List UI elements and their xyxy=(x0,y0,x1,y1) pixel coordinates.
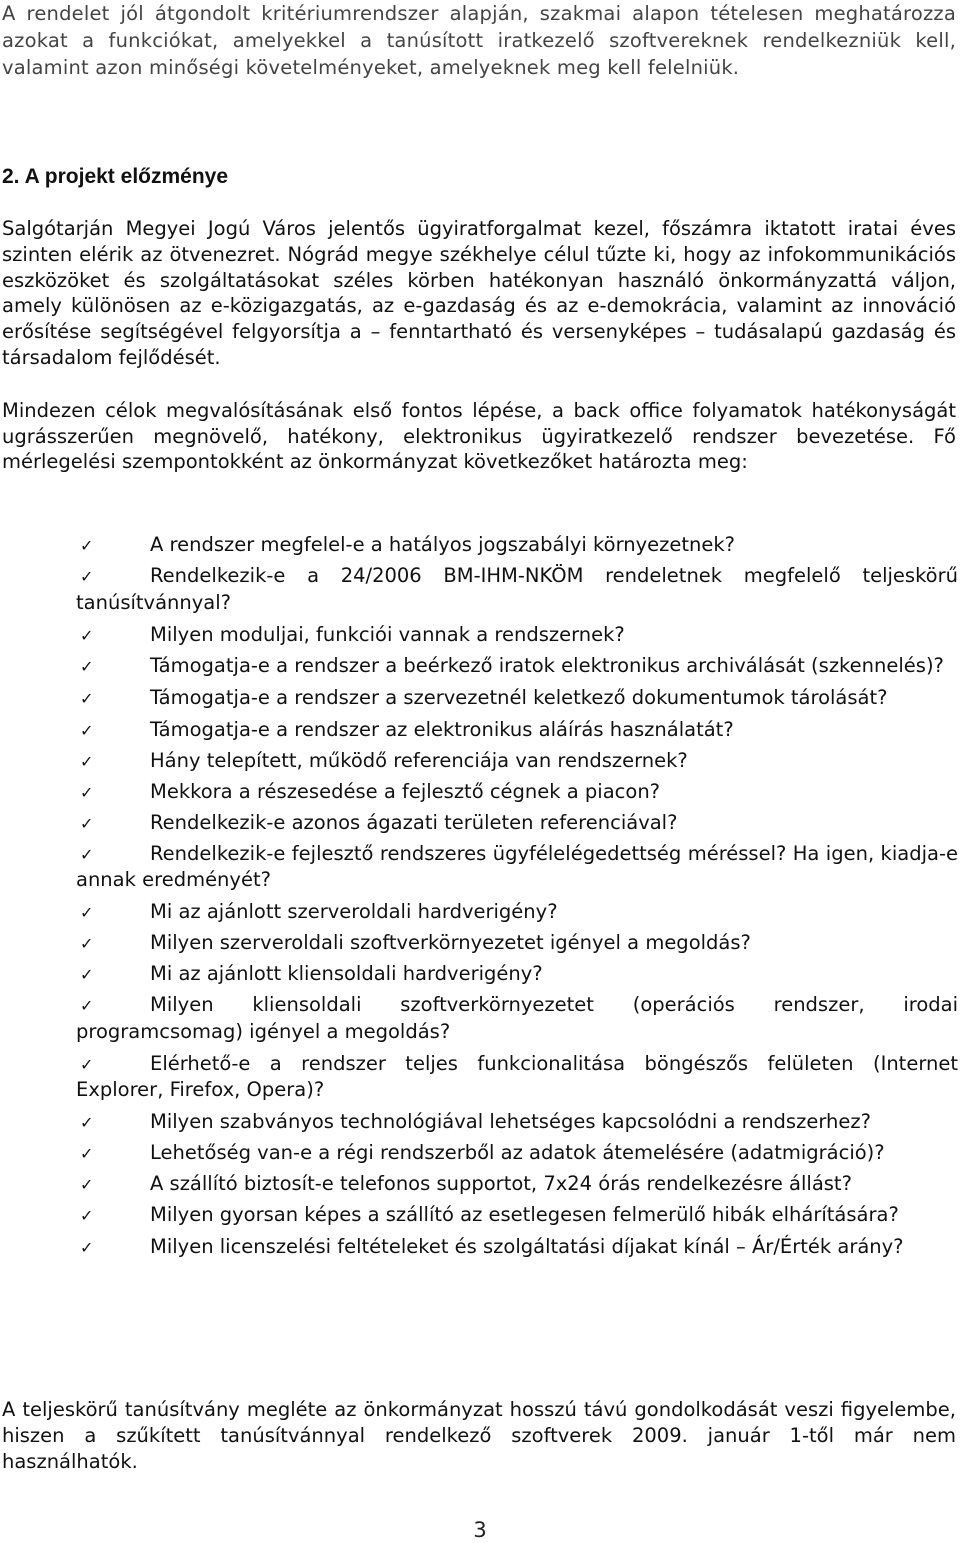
checklist-item-text: A szállító biztosít-e telefonos supportot, 7x24 órás rendelkezésre állást? xyxy=(150,1172,852,1195)
checklist-item-text: Rendelkezik-e azonos ágazati területen referenciával? xyxy=(150,810,678,834)
checkmark-icon: ✓ xyxy=(80,567,94,586)
checklist-item-text: Rendelkezik-e fejlesztő rendszeres ügyfélelégedettség méréssel? Ha igen, kiadja-e annak eredményét? xyxy=(76,841,958,891)
checkmark-icon: ✓ xyxy=(80,625,94,645)
checklist-item-text: Elérhető-e a rendszer teljes funkcionalitása böngészős felületen (Internet Explorer, Firefox, Opera)? xyxy=(76,1051,958,1101)
checklist-item-text: Milyen szabványos technológiával lehetséges kapcsolódni a rendszerhez? xyxy=(150,1110,871,1133)
checklist-item xyxy=(0,1171,958,1198)
criteria-checklist xyxy=(0,532,958,1266)
checklist-item xyxy=(0,685,958,712)
checklist-item xyxy=(0,1202,958,1229)
conclusion-paragraph: A teljeskörű tanúsítvány megléte az önkormányzat hosszú távú gondolkodását veszi figyelembe, hiszen a szűkített tanúsítvánnyal rendelkező szoftverek 2009. január 1-től már nem használhatók. xyxy=(2,1398,956,1473)
checklist-item xyxy=(0,653,958,680)
checkmark-icon: ✓ xyxy=(80,782,94,802)
checklist-item-text: Támogatja-e a rendszer a szervezetnél keletkező dokumentumok tárolását? xyxy=(150,685,888,709)
checkmark-icon: ✓ xyxy=(80,1175,94,1194)
checklist-item xyxy=(0,1140,958,1167)
checklist-item-text: Támogatja-e a rendszer az elektronikus aláírás használatát? xyxy=(150,717,734,741)
checklist-item-text: Mi az ajánlott kliensoldali hardverigény? xyxy=(150,962,543,985)
checklist-item xyxy=(0,899,958,926)
checklist-item xyxy=(0,779,958,806)
checklist-item xyxy=(0,930,958,957)
checkmark-icon: ✓ xyxy=(80,813,94,833)
checklist-item-text: Hány telepített, működő referenciája van rendszernek? xyxy=(150,748,688,772)
checklist-item xyxy=(0,992,958,1045)
checklist-item xyxy=(0,622,958,649)
checkmark-icon: ✓ xyxy=(80,996,94,1015)
checkmark-icon: ✓ xyxy=(80,1144,94,1163)
checkmark-icon: ✓ xyxy=(80,536,94,555)
checkmark-icon: ✓ xyxy=(80,965,94,984)
checklist-item xyxy=(0,532,958,559)
checklist-item-text: Milyen licenszelési feltételeket és szolgáltatási díjakat kínál – Ár/Érték arány? xyxy=(150,1235,904,1258)
checkmark-icon: ✓ xyxy=(80,751,94,771)
checklist-item-text: Mekkora a részesedése a fejlesztő cégnek a piacon? xyxy=(150,779,661,803)
checkmark-icon: ✓ xyxy=(80,903,94,922)
checklist-item-text: Mi az ajánlott szerveroldali hardverigény? xyxy=(150,900,558,923)
checklist-item-text: Rendelkezik-e a 24/2006 BM-IHM-NKÖM rendeletnek megfelelő teljeskörű tanúsítvánnyal? xyxy=(76,564,958,614)
checklist-item xyxy=(0,563,958,616)
checkmark-icon: ✓ xyxy=(80,720,94,740)
checklist-item-text: Lehetőség van-e a régi rendszerből az adatok átemelésére (adatmigráció)? xyxy=(150,1141,885,1164)
checkmark-icon: ✓ xyxy=(80,844,94,864)
checklist-item-text: Támogatja-e a rendszer a beérkező iratok elektronikus archiválását (szkennelés)? xyxy=(150,653,944,677)
page-number: 3 xyxy=(473,1518,487,1542)
checklist-item-text: Milyen gyorsan képes a szállító az esetlegesen felmerülő hibák elhárítására? xyxy=(150,1203,899,1226)
checklist-item xyxy=(0,748,958,775)
checklist-item xyxy=(0,961,958,988)
checklist-item-text: A rendszer megfelel-e a hatályos jogszabályi környezetnek? xyxy=(150,533,736,556)
checklist-item xyxy=(0,1234,958,1261)
checklist-item-text: Milyen moduljai, funkciói vannak a rendszernek? xyxy=(150,622,625,646)
checkmark-icon: ✓ xyxy=(80,1206,94,1225)
section-heading: 2. A projekt előzménye xyxy=(2,165,229,188)
checklist-item-text: Milyen szerveroldali szoftverkörnyezetet igényel a megoldás? xyxy=(150,931,751,954)
checklist-item xyxy=(0,717,958,744)
checklist-item xyxy=(0,1051,958,1104)
checkmark-icon: ✓ xyxy=(80,934,94,953)
criteria-intro-paragraph: Mindezen célok megvalósításának első fontos lépése, a back office folyamatok hatékonyságát ugrásszerűen megnövelő, hatékony, elektronikus ügyiratkezelő rendszer bevezetése. Fő mérlegelési szempontokként az önkormányzat következőket határozta meg: xyxy=(2,399,956,474)
checkmark-icon: ✓ xyxy=(80,1113,94,1132)
checklist-item-text: Milyen kliensoldali szoftverkörnyezetet (operációs rendszer, irodai programcsomag) igényel a megoldás? xyxy=(76,993,958,1043)
checklist-item xyxy=(0,810,958,837)
intro-paragraph: A rendelet jól átgondolt kritériumrendszer alapján, szakmai alapon tételesen meghatározza azokat a funkciókat, amelyekkel a tanúsított iratkezelő szoftvereknek rendelkezniük kell, valamint azon minőségi követelményeket, amelyeknek meg kell felelniük. xyxy=(2,2,956,79)
project-background-paragraph: Salgótarján Megyei Jogú Város jelentős ügyiratforgalmat kezel, főszámra iktatott iratai éves szinten elérik az ötvenezret. Nógrád megye székhelye célul tűzte ki, hogy az infokommunikációs eszközöket és szolgáltatásokat széles körben hatékonyan használó önkormányzattá váljon, amely különösen az e-közigazgatás, az e-gazdaság és az e-demokrácia, valamint az innováció erősítése segítségével felgyorsítja a – fenntartható és versenyképes – tudásalapú gazdaság és társadalom fejlődését. xyxy=(2,217,956,369)
checklist-item xyxy=(0,841,958,894)
checklist-item xyxy=(0,1109,958,1136)
checkmark-icon: ✓ xyxy=(80,688,94,708)
checkmark-icon: ✓ xyxy=(80,1238,94,1257)
checkmark-icon: ✓ xyxy=(80,1054,94,1074)
checkmark-icon: ✓ xyxy=(80,656,94,676)
